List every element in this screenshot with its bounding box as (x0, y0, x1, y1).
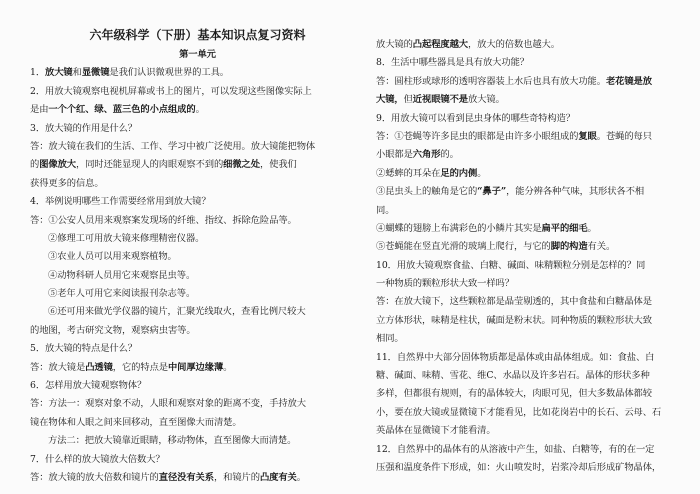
text-line (376, 257, 700, 275)
text-line (376, 91, 700, 109)
text-line (30, 395, 365, 413)
right-column (376, 0, 700, 477)
bold-text: 复眼 (578, 130, 597, 142)
bold-text: “鼻子” (477, 186, 507, 198)
text-segment: 答：①苍蝇等许多昆虫的眼都是由许多小眼组成的 (376, 130, 579, 142)
text-segment: 和 (72, 67, 82, 79)
text-line (30, 64, 365, 82)
text-segment: 的地图，考古研究文物，观察病虫害等。 (30, 324, 196, 336)
text-segment: 多样，但都很有规则，有的晶体较大，肉眼可见，但大多数晶体都较 (376, 388, 652, 400)
unit-heading: 第一单元 (179, 49, 216, 60)
text-line (30, 193, 365, 211)
text-line (376, 183, 700, 201)
text-segment: 小，要在放大镜或显微镜下才能看见，比如花岗岩中的长石、云母、石 (376, 406, 662, 418)
text-line (30, 303, 365, 321)
text-line (376, 220, 700, 238)
bold-text: 中间厚边缘薄 (167, 361, 224, 373)
text-segment: ③昆虫头上的触角是它的 (376, 186, 478, 198)
text-segment: 答：圆柱形或球形的透明容器装上水后也具有放大功能。 (376, 75, 606, 87)
text-segment: 镜在物体和人眼之间来回移动，直至图像大而清楚。 (30, 416, 242, 428)
text-line (376, 404, 700, 422)
text-line (376, 54, 700, 72)
text-line (30, 230, 365, 248)
bold-text: 凸起程度越大 (412, 39, 468, 50)
text-segment: 4．举例说明哪些工作需要经常用到放大镜？ (30, 196, 211, 208)
text-segment: 的。 (440, 149, 459, 161)
text-line (30, 469, 365, 487)
bold-text: 直径没有关系 (158, 471, 214, 483)
bold-text: 凸度有关 (259, 471, 297, 483)
text-segment: 有关。 (587, 241, 616, 253)
text-line (376, 441, 700, 459)
right-text-block (376, 36, 700, 477)
text-segment: ，它的特点是 (112, 361, 168, 373)
text-line (376, 238, 700, 256)
text-segment: 。 (195, 104, 205, 116)
text-segment: 获得更多的信息。 (30, 177, 104, 189)
text-segment: 7．什么样的放大镜放大倍数大？ (30, 453, 165, 465)
text-line (376, 128, 700, 146)
text-segment: 是由 (30, 104, 49, 116)
text-segment: 。 (477, 167, 487, 179)
text-segment: ，和镜片的 (213, 471, 260, 483)
text-segment: 2．用放大镜观察电视机屏幕或书上的图片，可以发现这些图像实际上 (30, 85, 312, 97)
text-line (30, 340, 365, 358)
text-line (30, 101, 365, 119)
text-line (376, 36, 700, 54)
text-segment: 。苍蝇的每只 (596, 130, 652, 142)
text-segment: 9．用放大镜可以看到昆虫身体的哪些奇特构造？ (376, 112, 575, 124)
text-segment: ②蟋蟀的耳朵在 (376, 167, 441, 179)
bold-text: 图像放大 (39, 159, 76, 171)
text-line (376, 349, 700, 367)
text-line (30, 267, 365, 285)
text-segment: ⑤老年人可用它来阅读报刊杂志等。 (48, 288, 196, 300)
text-segment: 。 (223, 361, 233, 373)
text-line (30, 83, 365, 101)
text-line (30, 432, 365, 450)
text-segment: ，能分辨各种气味，其形状各不相 (506, 186, 645, 198)
bold-text: 显微镜 (81, 67, 110, 79)
left-column (30, 0, 365, 487)
text-segment: 压强和温度条件下形成，如：火山喷发时，岩浆冷却后形成矿物晶体， (376, 461, 662, 473)
text-segment: ，同时还能显现人的肉眼观察不到的 (76, 159, 224, 171)
text-segment: 放大镜。 (467, 94, 505, 106)
bold-text: 老花镜是放 (605, 75, 652, 87)
text-segment: ②修理工可用放大镜来修理精密仪器。 (48, 232, 205, 244)
text-line (30, 175, 365, 193)
text-segment: 答：在放大镜下，这些颗粒都是晶莹剔透的，其中食盐和白糖晶体是 (376, 296, 652, 308)
text-segment: 5．放大镜的特点是什么？ (30, 343, 137, 355)
text-line (30, 414, 365, 432)
text-segment: 同。 (376, 204, 395, 216)
text-segment: 但 (403, 94, 413, 106)
text-segment: 1． (30, 67, 46, 79)
text-line (376, 330, 700, 348)
text-segment: ，使我们 (259, 159, 297, 171)
text-segment: 英晶体在显微镜下才能看清。 (376, 425, 496, 437)
text-segment: 是我们认识微观世界的工具。 (109, 67, 229, 79)
text-line (30, 377, 365, 395)
text-segment: 答：①公安人员用来观察案发现场的纤维、指纹、拆除危险品等。 (30, 214, 297, 226)
text-segment: 答：放大镜是 (30, 361, 86, 373)
text-line (30, 156, 365, 174)
text-line (30, 322, 365, 340)
bold-text: 扁平的细毛 (541, 222, 588, 234)
text-line (30, 138, 365, 156)
text-segment: 3．放大镜的作用是什么？ (30, 122, 137, 134)
bold-text: 足的内侧 (440, 167, 478, 179)
text-line (376, 146, 700, 164)
text-segment: 12．自然界中的晶体有的从溶液中产生，如盐、白糖等，有的在一定 (376, 443, 655, 455)
text-segment: ④蝴蝶的翅膀上布满彩色的小鳞片其实是 (376, 222, 542, 234)
text-line (376, 293, 700, 311)
text-segment: 方法二：把放大镜靠近眼睛，移动物体，直至图像大而清楚。 (48, 435, 297, 447)
text-segment: 答：放大镜在我们的生活、工作、学习中被广泛使用。放大镜能把物体 (30, 140, 316, 152)
text-segment: ，放大的倍数也越大。 (467, 39, 560, 50)
text-line (376, 202, 700, 220)
bold-text: 六角形 (412, 149, 441, 161)
text-line (376, 165, 700, 183)
text-segment: ⑤苍蝇能在竖直光滑的玻璃上爬行，与它的 (376, 241, 551, 253)
text-segment: 的 (30, 159, 40, 171)
text-line (30, 212, 365, 230)
text-segment: 6．怎样用放大镜观察物体？ (30, 380, 147, 392)
text-line (30, 248, 365, 266)
text-segment: 一种物质的颗粒形状大致一样吗？ (376, 278, 514, 290)
bold-text: 近视眼镜不是 (412, 94, 468, 106)
bold-text: 细微之处 (223, 159, 260, 171)
text-segment: 答：放大镜的放大倍数和镜片的 (30, 471, 159, 483)
text-segment: 11．自然界中大部分固体物质都是晶体或由晶体组成。如：食盐、白 (376, 351, 655, 363)
text-line (30, 120, 365, 138)
bold-text: 放大镜 (45, 67, 73, 79)
text-line (30, 359, 365, 377)
text-line (376, 110, 700, 128)
text-line (376, 73, 700, 91)
text-segment: 8．生活中哪些器具是具有放大功能？ (376, 57, 529, 69)
text-line (376, 422, 700, 440)
bold-text: 一个个红、绿、蓝三色的小点组成的 (48, 104, 196, 116)
text-line (30, 285, 365, 303)
bold-text: 凸透镜 (85, 361, 113, 373)
text-segment: 放大镜的 (376, 39, 413, 50)
text-line (376, 459, 700, 477)
text-segment: 小眼都是 (376, 149, 413, 161)
text-line (30, 451, 365, 469)
bold-text: 大镜， (376, 94, 404, 106)
text-segment: ③农业人员可以用来观察植物。 (48, 251, 177, 263)
left-text-block (30, 64, 365, 487)
text-segment: ⑥还可用来做光学仪器的镜片，汇聚光线取火，查看比例尺较大 (48, 306, 306, 318)
text-segment: 立方体形状，味精是柱状，碱面是粉末状。同种物质的颗粒形状大致 (376, 314, 652, 326)
text-segment: 10．用放大镜观察食盐、白糖、碱面、味精颗粒分别是怎样的？同 (376, 259, 646, 271)
text-line (376, 312, 700, 330)
text-segment: 相同。 (376, 333, 404, 345)
text-segment: 答：方法一：观察对象不动，人眼和观察对象的距离不变，手持放大 (30, 398, 306, 410)
text-segment: ④动物科研人员用它来观察昆虫等。 (48, 269, 196, 281)
text-line (376, 367, 700, 385)
text-segment: 。 (587, 222, 597, 234)
document-title: 六年级科学（下册）基本知识点复习资料 (89, 28, 306, 42)
text-segment: 。 (296, 471, 306, 483)
text-line (376, 275, 700, 293)
bold-text: 脚的构造 (550, 241, 588, 253)
text-line (376, 385, 700, 403)
text-segment: 糖、碱面、味精、雪花、维C、水晶以及许多岩石。晶体的形状多种 (376, 370, 650, 382)
